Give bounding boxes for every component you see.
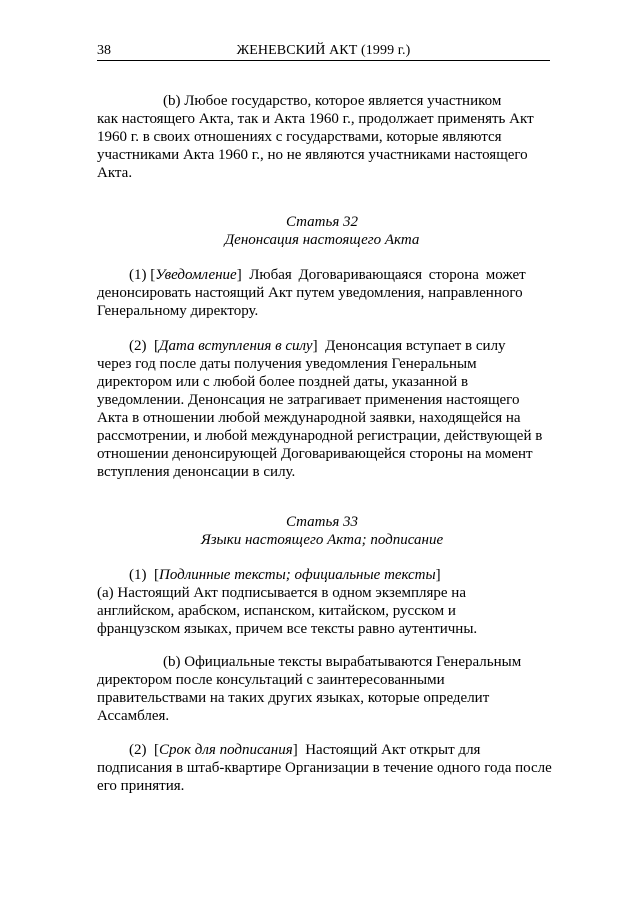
text-line: его принятия. — [97, 778, 185, 794]
text-line: отношении денонсирующей Договаривающейся стороны на момент — [97, 446, 533, 462]
paragraph-number: (2) — [129, 338, 147, 354]
paragraph-label: Уведомление — [155, 267, 237, 283]
text-line: (1) [Уведомление] Любая Договаривающаяся сторона может — [129, 267, 526, 283]
article-33-paragraph-1b — [97, 653, 547, 725]
article-heading: Статья 33 — [285, 514, 359, 530]
page-header — [97, 42, 550, 61]
text-segment: Денонсация вступает в силу — [325, 338, 506, 354]
text-line: как настоящего Акта, так и Акта 1960 г., продолжает применять Акт — [97, 111, 534, 127]
text-line: (b) Любое государство, которое является участником — [163, 93, 502, 109]
paragraph-label: Подлинные тексты; официальные тексты — [159, 567, 436, 583]
text-line: вступления денонсации в силу. — [97, 464, 296, 480]
text-line: французском языках, причем все тексты равно аутентичны. — [97, 621, 478, 637]
article-33-paragraph-1 — [97, 566, 547, 638]
text-line: участниками Акта 1960 г., но не являются участниками настоящего — [97, 147, 528, 163]
text-line: Генеральному директору. — [97, 303, 259, 319]
article-33-paragraph-2 — [97, 741, 552, 795]
article-subheading: Денонсация настоящего Акта — [224, 232, 420, 248]
text-segment: Настоящий Акт открыт для — [305, 742, 481, 758]
text-line: английском, арабском, испанском, китайском, русском и — [97, 603, 456, 619]
text-line: денонсировать настоящий Акт путем уведомления, направленного — [97, 285, 523, 301]
text-line: 1960 г. в своих отношениях с государствами, которые являются — [97, 129, 502, 145]
paragraph-number: (1) — [129, 267, 147, 283]
article-subheading: Языки настоящего Акта; подписание — [200, 532, 444, 548]
page-number: 38 — [97, 43, 111, 58]
text-line: Акта. — [97, 165, 133, 181]
paragraph-label: Срок для подписания — [159, 742, 293, 758]
paragraph-number: (2) — [129, 742, 147, 758]
text-line: уведомлении. Денонсация не затрагивает применения настоящего — [97, 392, 520, 408]
text-line: директором после консультаций с заинтересованными — [97, 672, 445, 688]
text-line: через год после даты получения уведомления Генеральным — [97, 356, 477, 372]
text-line: (b) Официальные тексты вырабатываются Генеральным — [163, 654, 522, 670]
paragraph-number: (1) — [129, 567, 147, 583]
text-line: Акта в отношении любой международной заявки, находящейся на — [97, 410, 521, 426]
article-heading: Статья 32 — [285, 214, 359, 230]
paragraph-b-first — [97, 92, 547, 182]
text-line: рассмотрении, и любой международной регистрации, действующей в — [97, 428, 543, 444]
article-32-heading-block — [97, 213, 547, 249]
article-33-heading-block — [97, 513, 547, 549]
article-32-paragraph-2 — [97, 337, 547, 481]
text-line: (a) Настоящий Акт подписывается в одном экземпляре на — [97, 585, 466, 601]
text-line: правительствами на таких других языках, которые определит — [97, 690, 490, 706]
article-32-paragraph-1 — [97, 266, 547, 320]
paragraph-label: Дата вступления в силу — [159, 338, 313, 354]
text-line: (2) [Срок для подписания] Настоящий Акт открыт для — [129, 742, 481, 758]
text-line: подписания в штаб-квартире Организации в течение одного года после — [97, 760, 552, 776]
text-line: (1) [Подлинные тексты; официальные тексты] — [129, 567, 441, 583]
text-line: (2) [Дата вступления в силу] Денонсация вступает в силу — [129, 338, 506, 354]
text-line: директором или с любой более поздней даты, указанной в — [97, 374, 469, 390]
text-segment: Любая Договаривающаяся сторона может — [249, 267, 526, 283]
text-line: Ассамблея. — [97, 708, 170, 724]
header-title: ЖЕНЕВСКИЙ АКТ (1999 г.) — [236, 43, 411, 58]
